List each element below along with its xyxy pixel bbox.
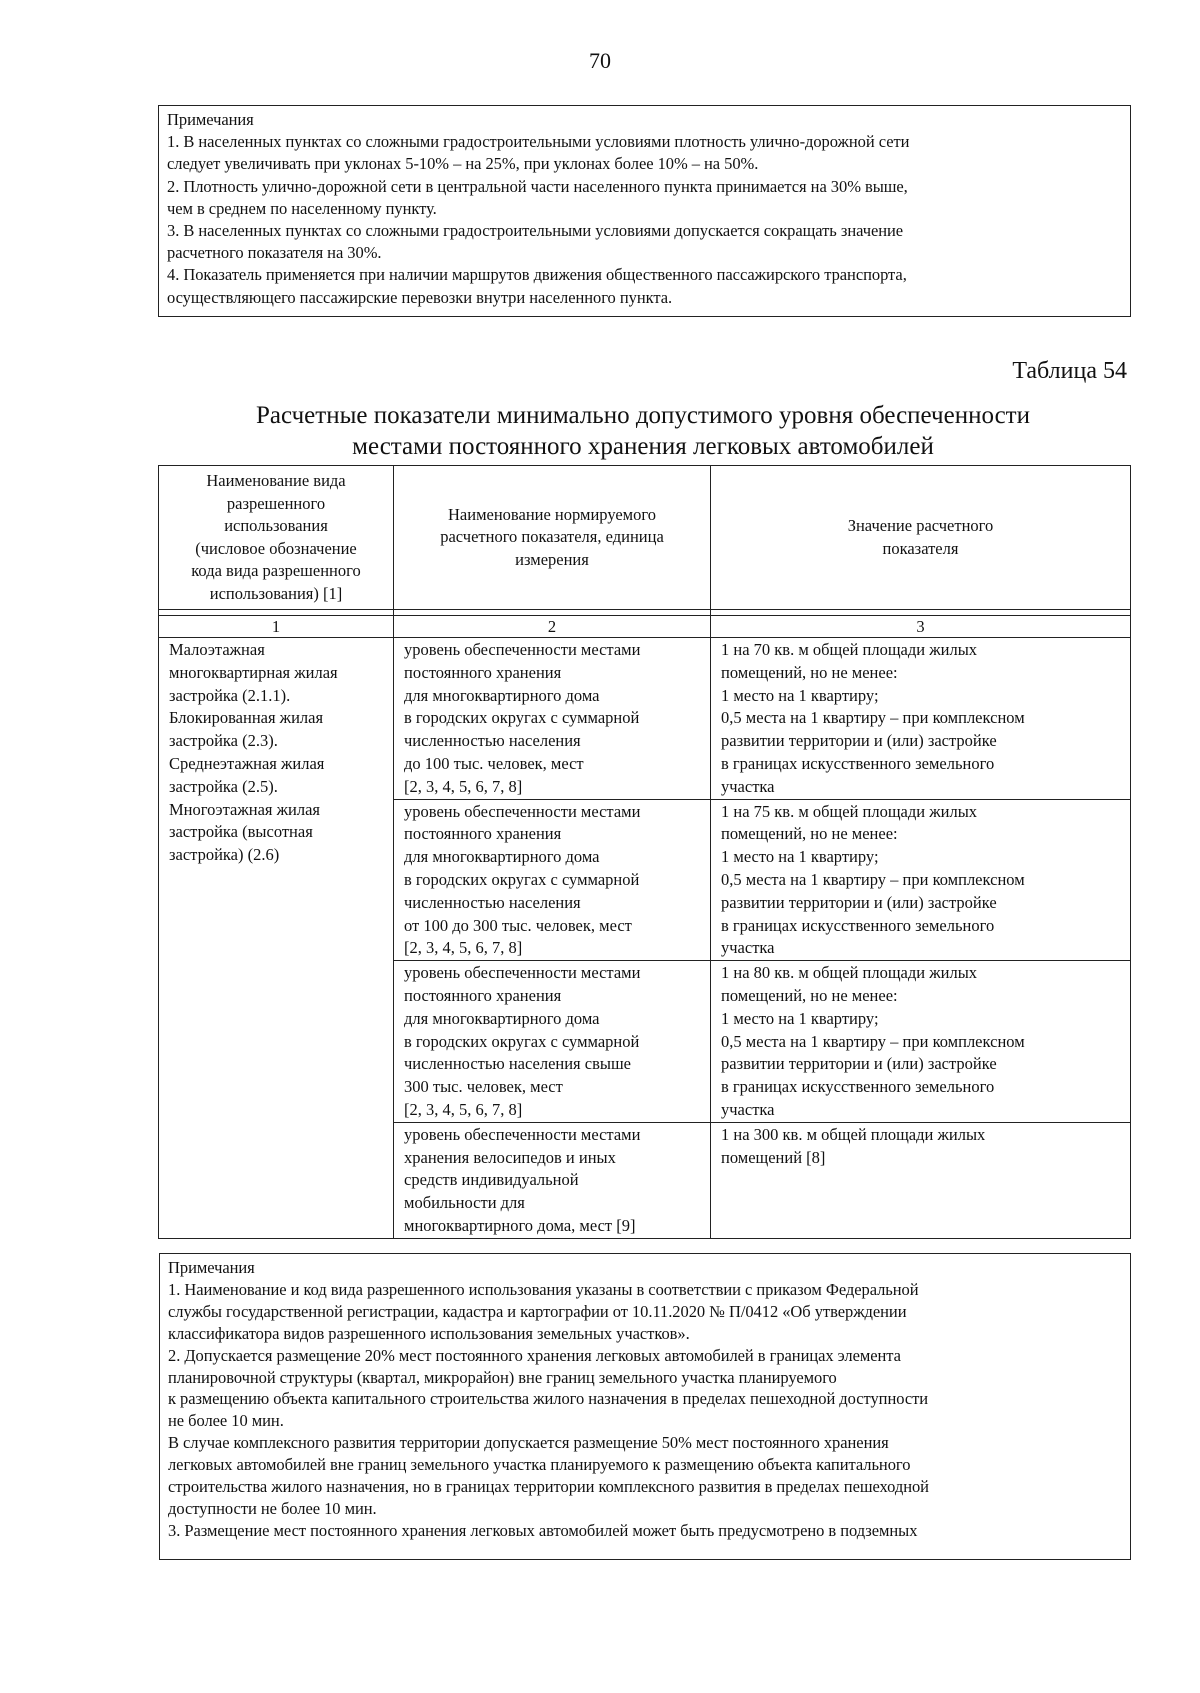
indicator-line: численностью населения bbox=[404, 892, 581, 912]
header-cell-usage-type bbox=[159, 466, 394, 610]
value-line: участка bbox=[721, 938, 775, 958]
header-cell-indicator bbox=[394, 466, 711, 610]
value-line: 1 на 300 кв. м общей площади жилых bbox=[721, 1124, 986, 1144]
indicator-line: в городских округах с суммарной bbox=[404, 1031, 640, 1051]
notes-bottom-line: легковых автомобилей вне границ земельного участка планируемого к размещению объекта капитального bbox=[168, 1455, 911, 1475]
notes-top-line: 4. Показатель применяется при наличии маршрутов движения общественного пассажирского транспорта, bbox=[167, 265, 907, 285]
indicator-line: для многоквартирного дома bbox=[404, 847, 600, 867]
header-line: использования) [1] bbox=[209, 583, 343, 603]
notes-bottom-line: Примечания bbox=[168, 1258, 255, 1277]
notes-top-line: Примечания bbox=[167, 110, 254, 129]
notes-bottom-line: службы государственной регистрации, кадастра и картографии от 10.11.2020 № П/0412 «Об утверждении bbox=[168, 1301, 907, 1321]
notes-bottom-line: доступности не более 10 мин. bbox=[168, 1498, 377, 1518]
usage-type-line: застройка (2.1.1). bbox=[169, 685, 291, 705]
indicator-line: в городских округах с суммарной bbox=[404, 869, 640, 889]
value-line: участка bbox=[721, 1099, 775, 1119]
notes-box-bottom bbox=[159, 1253, 1131, 1560]
table-title bbox=[158, 400, 1128, 462]
value-line: развитии территории и (или) застройке bbox=[721, 731, 997, 751]
indicator-cell bbox=[394, 961, 711, 1123]
table-label: Таблица 54 bbox=[1012, 358, 1127, 384]
value-line: в границах искусственного земельного bbox=[721, 915, 995, 935]
notes-bottom-line: 2. Допускается размещение 20% мест постоянного хранения легковых автомобилей в границах элемента bbox=[168, 1345, 901, 1365]
header-line: разрешенного bbox=[226, 493, 326, 513]
value-line: 1 место на 1 квартиру; bbox=[721, 1008, 879, 1028]
notes-bottom-line: В случае комплексного развития территории допускается размещение 50% мест постоянного хранения bbox=[168, 1433, 889, 1453]
indicator-line: для многоквартирного дома bbox=[404, 1008, 600, 1028]
notes-top-line: 3. В населенных пунктах со сложными градостроительными условиями допускается сокращать значение bbox=[167, 221, 904, 241]
indicator-line: многоквартирного дома, мест [9] bbox=[404, 1215, 636, 1235]
notes-bottom-line: 1. Наименование и код вида разрешенного использования указаны в соответствии с приказом Федеральной bbox=[168, 1279, 919, 1299]
notes-top-line: чем в среднем по населенному пункту. bbox=[167, 198, 437, 218]
usage-type-line: Блокированная жилая bbox=[169, 708, 324, 728]
usage-type-line: застройка (2.3). bbox=[169, 731, 278, 751]
indicator-line: [2, 3, 4, 5, 6, 7, 8] bbox=[404, 1099, 523, 1119]
indicator-line: постоянного хранения bbox=[404, 662, 562, 682]
value-line: помещений [8] bbox=[721, 1147, 826, 1167]
notes-top-line: расчетного показателя на 30%. bbox=[167, 243, 382, 263]
indicator-cell bbox=[394, 638, 711, 800]
header-line: измерения bbox=[515, 549, 589, 569]
value-line: 1 место на 1 квартиру; bbox=[721, 685, 879, 705]
value-line: участка bbox=[721, 776, 775, 796]
usage-type-line: застройка (высотная bbox=[169, 822, 313, 842]
value-line: помещений, но не менее: bbox=[721, 824, 898, 844]
value-line: 1 на 70 кв. м общей площади жилых bbox=[721, 640, 978, 659]
column-number-row bbox=[159, 616, 1131, 638]
notes-top-line: 2. Плотность улично-дорожной сети в центральной части населенного пункта принимается на 30% выше, bbox=[167, 176, 908, 196]
value-line: 1 место на 1 квартиру; bbox=[721, 847, 879, 867]
value-line: 1 на 80 кв. м общей площади жилых bbox=[721, 963, 978, 983]
value-cell bbox=[711, 1122, 1131, 1238]
value-line: в границах искусственного земельного bbox=[721, 1077, 995, 1097]
notes-box-top bbox=[158, 105, 1131, 317]
indicator-line: уровень обеспеченности местами bbox=[404, 1124, 641, 1144]
usage-type-line: Малоэтажная bbox=[169, 640, 265, 659]
value-line: развитии территории и (или) застройке bbox=[721, 892, 997, 912]
indicator-line: постоянного хранения bbox=[404, 985, 562, 1005]
indicator-line: хранения велосипедов и иных bbox=[404, 1147, 616, 1167]
value-cell bbox=[711, 799, 1131, 961]
header-line: Наименование вида bbox=[206, 471, 346, 490]
value-cell bbox=[711, 638, 1131, 800]
indicator-line: до 100 тыс. человек, мест bbox=[404, 753, 584, 773]
notes-bottom-line: 3. Размещение мест постоянного хранения легковых автомобилей может быть предусмотрено в подземных bbox=[168, 1520, 918, 1540]
indicator-line: средств индивидуальной bbox=[404, 1170, 579, 1190]
header-line: Значение расчетного bbox=[847, 516, 994, 535]
notes-bottom-line: планировочной структуры (квартал, микрорайон) вне границ земельного участка планируемого bbox=[168, 1367, 837, 1387]
indicator-line: от 100 до 300 тыс. человек, мест bbox=[404, 915, 632, 935]
indicator-line: мобильности для bbox=[404, 1193, 525, 1213]
indicator-line: постоянного хранения bbox=[404, 824, 562, 844]
value-line: 0,5 места на 1 квартиру – при комплексном bbox=[721, 708, 1025, 728]
notes-bottom-line: строительства жилого назначения, но в границах территории комплексного развития в пределах пешеходной bbox=[168, 1477, 929, 1497]
value-line: в границах искусственного земельного bbox=[721, 753, 995, 773]
table-title-line: Расчетные показатели минимально допустимого уровня обеспеченности bbox=[256, 402, 1030, 429]
page-number: 70 bbox=[589, 48, 611, 73]
usage-type-line: Среднеэтажная жилая bbox=[169, 753, 325, 773]
notes-top-line: 1. В населенных пунктах со сложными градостроительными условиями плотность улично-дорожной сети bbox=[167, 132, 910, 152]
value-line: 0,5 места на 1 квартиру – при комплексном bbox=[721, 869, 1025, 889]
usage-type-line: застройка) (2.6) bbox=[169, 845, 280, 865]
header-line: расчетного показателя, единица bbox=[440, 527, 664, 547]
indicator-line: для многоквартирного дома bbox=[404, 685, 600, 705]
indicator-cell bbox=[394, 1122, 711, 1238]
table-title-line: местами постоянного хранения легковых автомобилей bbox=[352, 433, 934, 460]
indicator-line: [2, 3, 4, 5, 6, 7, 8] bbox=[404, 938, 523, 958]
usage-type-line: застройка (2.5). bbox=[169, 776, 278, 796]
indicator-line: в городских округах с суммарной bbox=[404, 708, 640, 728]
indicator-line: численностью населения bbox=[404, 731, 581, 751]
header-line: кода вида разрешенного bbox=[191, 561, 361, 580]
header-line: Наименование нормируемого bbox=[448, 504, 656, 524]
indicator-cell bbox=[394, 799, 711, 961]
table-row bbox=[159, 638, 1131, 800]
notes-bottom-line: классификатора видов разрешенного использования земельных участков». bbox=[168, 1323, 690, 1343]
indicator-line: 300 тыс. человек, мест bbox=[404, 1077, 563, 1097]
indicator-line: уровень обеспеченности местами bbox=[404, 963, 641, 983]
value-line: развитии территории и (или) застройке bbox=[721, 1054, 997, 1074]
value-line: помещений, но не менее: bbox=[721, 662, 898, 682]
usage-type-cell bbox=[159, 638, 394, 1239]
parking-standards-table bbox=[158, 465, 1131, 1239]
usage-type-line: многоквартирная жилая bbox=[169, 662, 338, 682]
indicator-line: уровень обеспеченности местами bbox=[404, 640, 641, 659]
notes-bottom-line: к размещению объекта капитального строительства жилого назначения в пределах пешеходной доступности bbox=[168, 1389, 929, 1409]
column-number: 2 bbox=[394, 616, 711, 638]
column-number: 3 bbox=[711, 616, 1131, 638]
header-line: использования bbox=[224, 516, 328, 535]
indicator-line: уровень обеспеченности местами bbox=[404, 801, 641, 821]
indicator-line: численностью населения свыше bbox=[404, 1054, 632, 1074]
value-line: помещений, но не менее: bbox=[721, 985, 898, 1005]
value-line: 1 на 75 кв. м общей площади жилых bbox=[721, 801, 978, 821]
header-cell-value bbox=[711, 466, 1131, 610]
notes-top-line: следует увеличивать при уклонах 5-10% – на 25%, при уклонах более 10% – на 50%. bbox=[167, 154, 759, 174]
column-number: 1 bbox=[159, 616, 394, 638]
indicator-line: [2, 3, 4, 5, 6, 7, 8] bbox=[404, 776, 523, 796]
table-header-row bbox=[159, 466, 1131, 610]
notes-bottom-line: не более 10 мин. bbox=[168, 1411, 284, 1431]
value-line: 0,5 места на 1 квартиру – при комплексном bbox=[721, 1031, 1025, 1051]
header-line: (числовое обозначение bbox=[195, 538, 357, 558]
usage-type-line: Многоэтажная жилая bbox=[169, 799, 321, 819]
header-line: показателя bbox=[882, 538, 959, 558]
value-cell bbox=[711, 961, 1131, 1123]
notes-top-line: осуществляющего пассажирские перевозки внутри населенного пункта. bbox=[167, 287, 673, 307]
